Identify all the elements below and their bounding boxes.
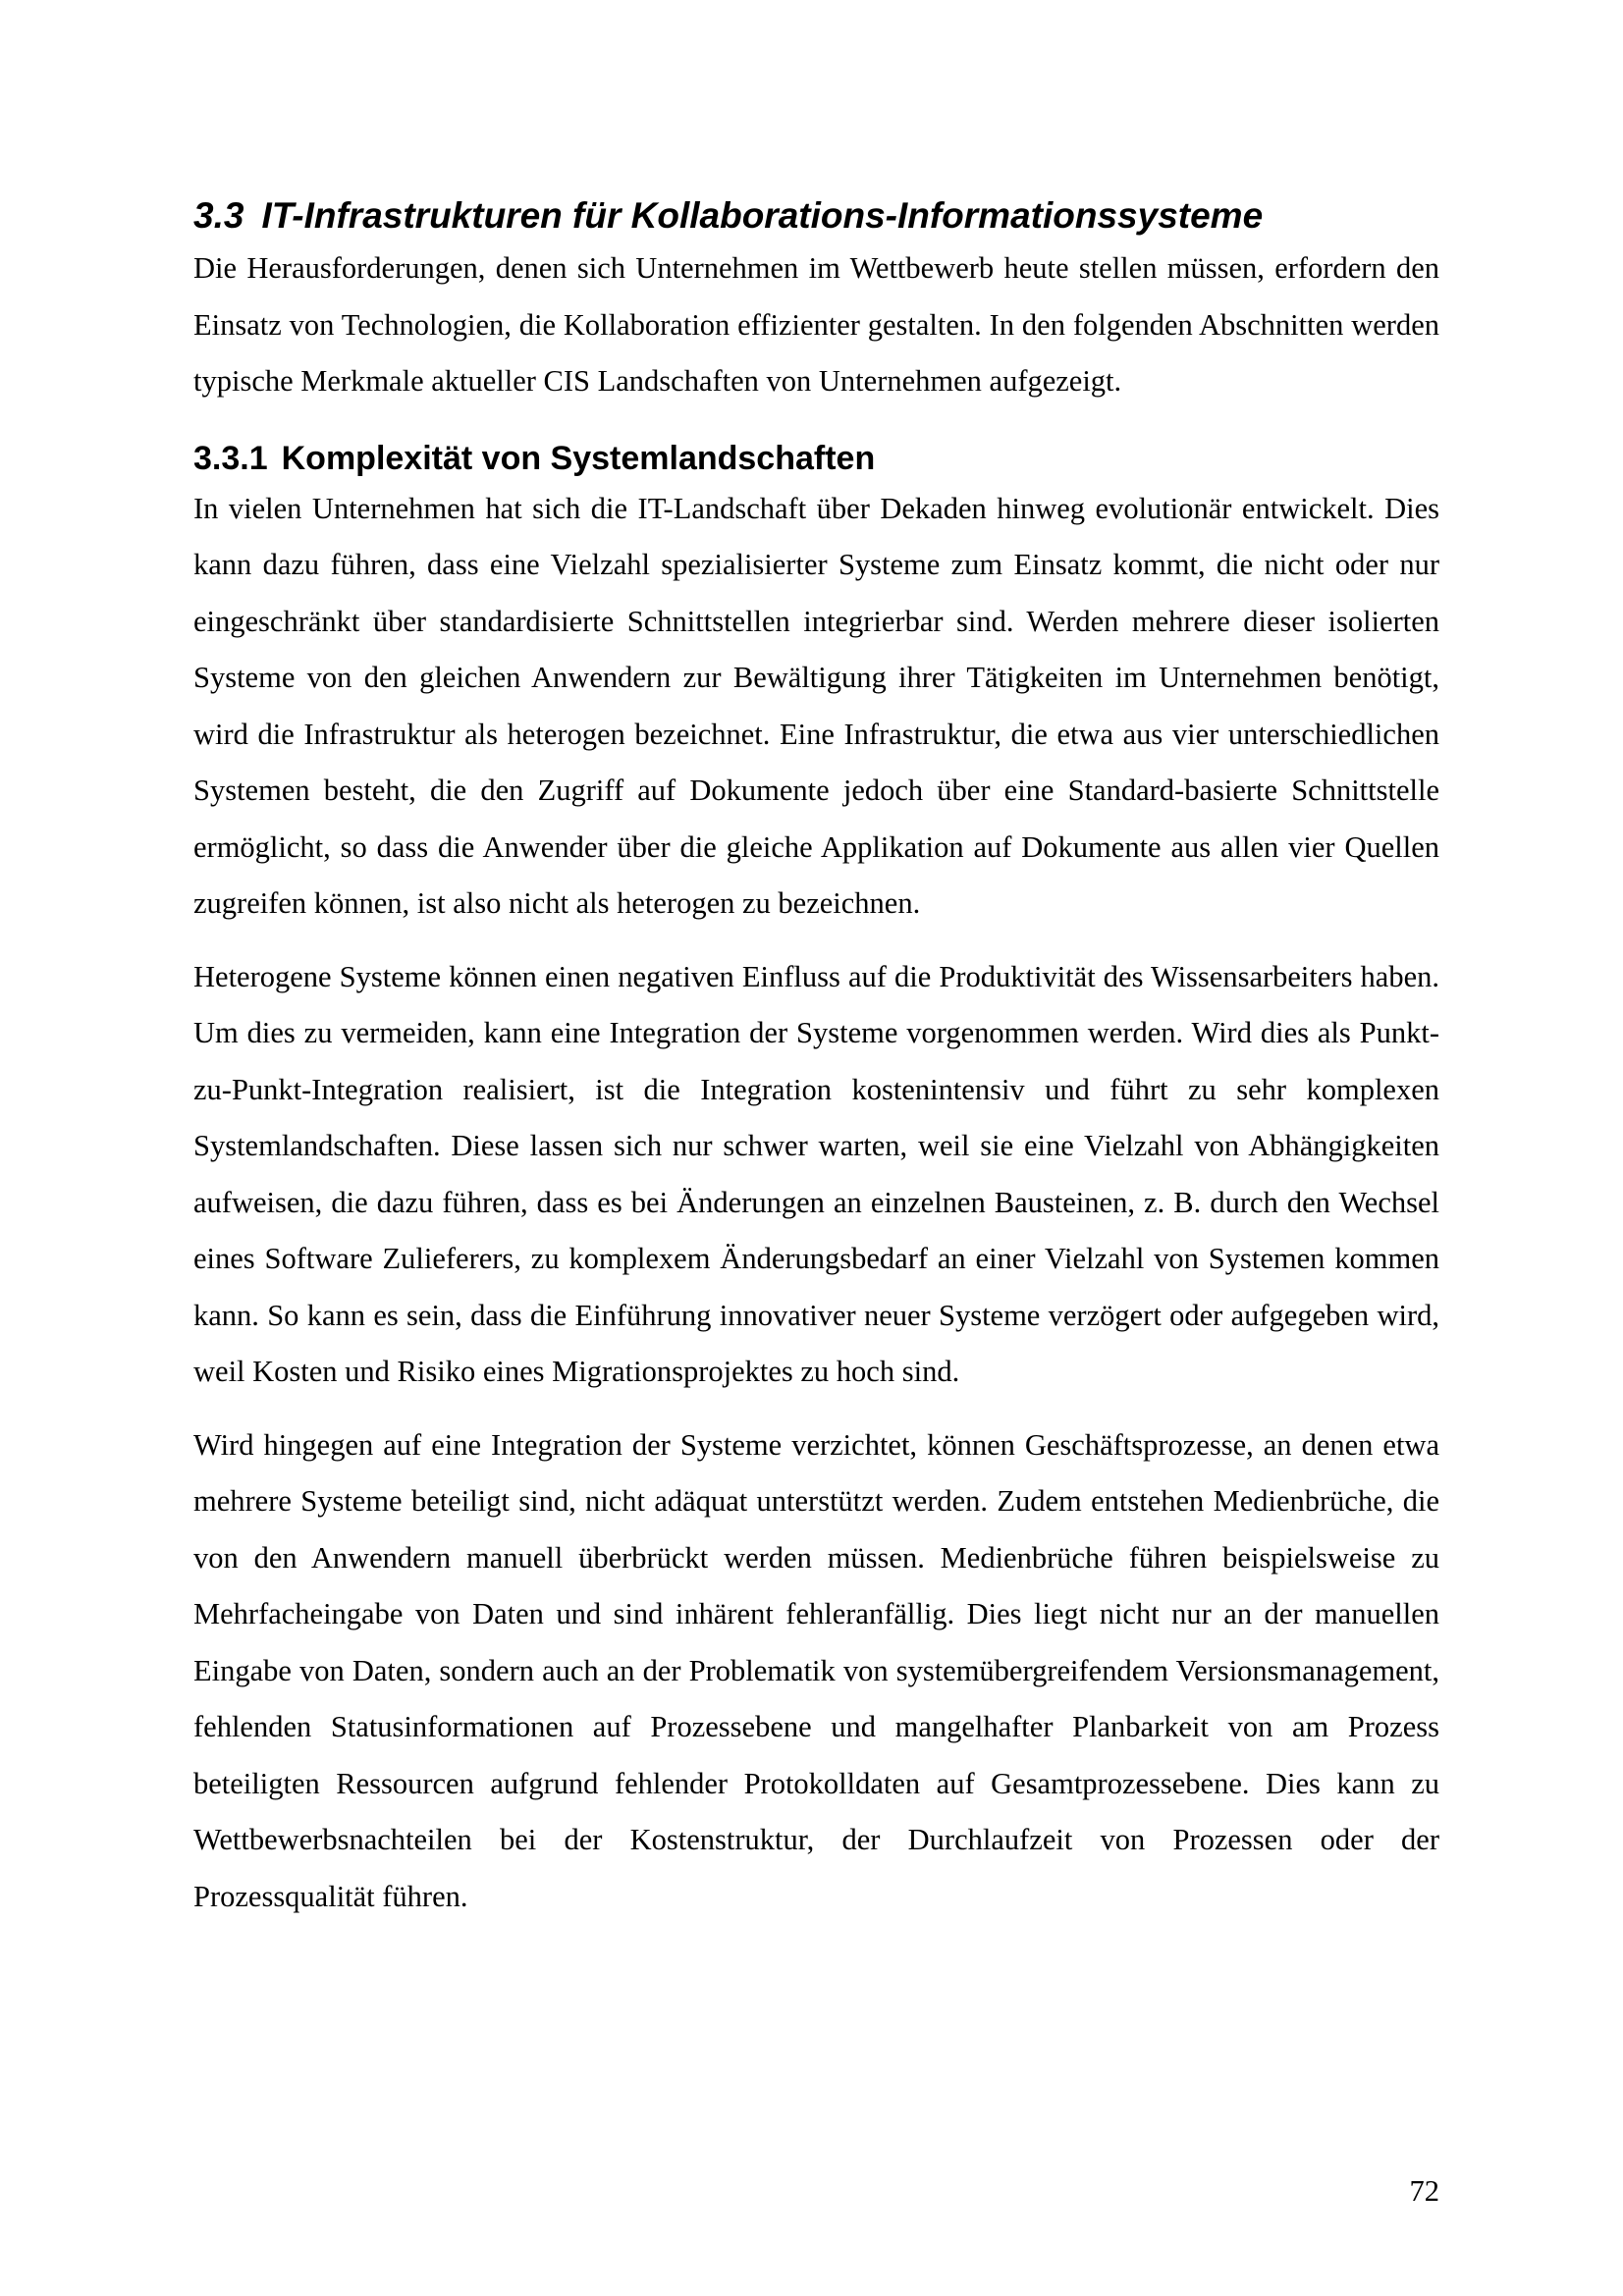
subsection-heading — [193, 436, 1439, 481]
section-intro-paragraph: Die Herausforderungen, denen sich Unternehmen im Wettbewerb heute stellen müssen, erfordern den Einsatz von Technologien, die Kollaboration effizienter gestalten. In den folgenden Abschnitten werden typische Merkmale aktueller CIS Landschaften von Unternehmen aufgezeigt. — [193, 251, 1439, 398]
page-number: 72 — [1409, 2174, 1439, 2208]
body-paragraph-2: Heterogene Systeme können einen negativen Einfluss auf die Produktivität des Wissensarbeiters haben. Um dies zu vermeiden, kann eine Integration der Systeme vorgenommen werden. Wird dies als Punkt-zu-Punkt-Integration realisiert, ist die Integration kostenintensiv und führt zu sehr komplexen Systemlandschaften. Diese lassen sich nur schwer warten, weil sie eine Vielzahl von Abhängigkeiten aufweisen, die dazu führen, dass es bei Änderungen an einzelnen Bausteinen, z. B. durch den Wechsel eines Software Zulieferers, zu komplexem Änderungsbedarf an einer Vielzahl von Systemen kommen kann. So kann es sein, dass die Einführung innovativer neuer Systeme verzögert oder aufgegeben wird, weil Kosten und Risiko eines Migrationsprojektes zu hoch sind. — [193, 959, 1439, 1388]
body-paragraph-3: Wird hingegen auf eine Integration der Systeme verzichtet, können Geschäftsprozesse, an denen etwa mehrere Systeme beteiligt sind, nicht adäquat unterstützt werden. Zudem entstehen Medienbrüche, die von den Anwendern manuell überbrückt werden müssen. Medienbrüche führen beispielsweise zu Mehrfacheingabe von Daten und sind inhärent fehleranfällig. Dies liegt nicht nur an der manuellen Eingabe von Daten, sondern auch an der Problematik von systemübergreifendem Versionsmanagement, fehlenden Statusinformationen auf Prozessebene und mangelhafter Planbarkeit von am Prozess beteiligten Ressourcen aufgrund fehlender Protokolldaten auf Gesamtprozessebene. Dies kann zu Wettbewerbsnachteilen bei der Kostenstruktur, der Durchlaufzeit von Prozessen oder der Prozessqualität führen. — [193, 1427, 1439, 1913]
section-title: IT-Infrastrukturen für Kollaborations-Informationssysteme — [261, 195, 1264, 236]
subsection-number: 3.3.1 — [193, 439, 268, 477]
subsection-title: Komplexität von Systemlandschaften — [281, 439, 876, 477]
body-paragraph-1: In vielen Unternehmen hat sich die IT-Landschaft über Dekaden hinweg evolutionär entwickelt. Dies kann dazu führen, dass eine Vielzahl spezialisierter Systeme zum Einsatz kommt, die nicht oder nur eingeschränkt über standardisierte Schnittstellen integrierbar sind. Werden mehrere dieser isolierten Systeme von den gleichen Anwendern zur Bewältigung ihrer Tätigkeiten im Unternehmen benötigt, wird die Infrastruktur als heterogen bezeichnet. Eine Infrastruktur, die etwa aus vier unterschiedlichen Systemen besteht, die den Zugriff auf Dokumente jedoch über eine Standard-basierte Schnittstelle ermöglicht, so dass die Anwender über die gleiche Applikation auf Dokumente aus allen vier Quellen zugreifen können, ist also nicht als heterogen zu bezeichnen. — [193, 491, 1439, 920]
section-number: 3.3 — [193, 195, 244, 236]
page-content — [193, 191, 1439, 1925]
section-heading — [193, 191, 1439, 240]
